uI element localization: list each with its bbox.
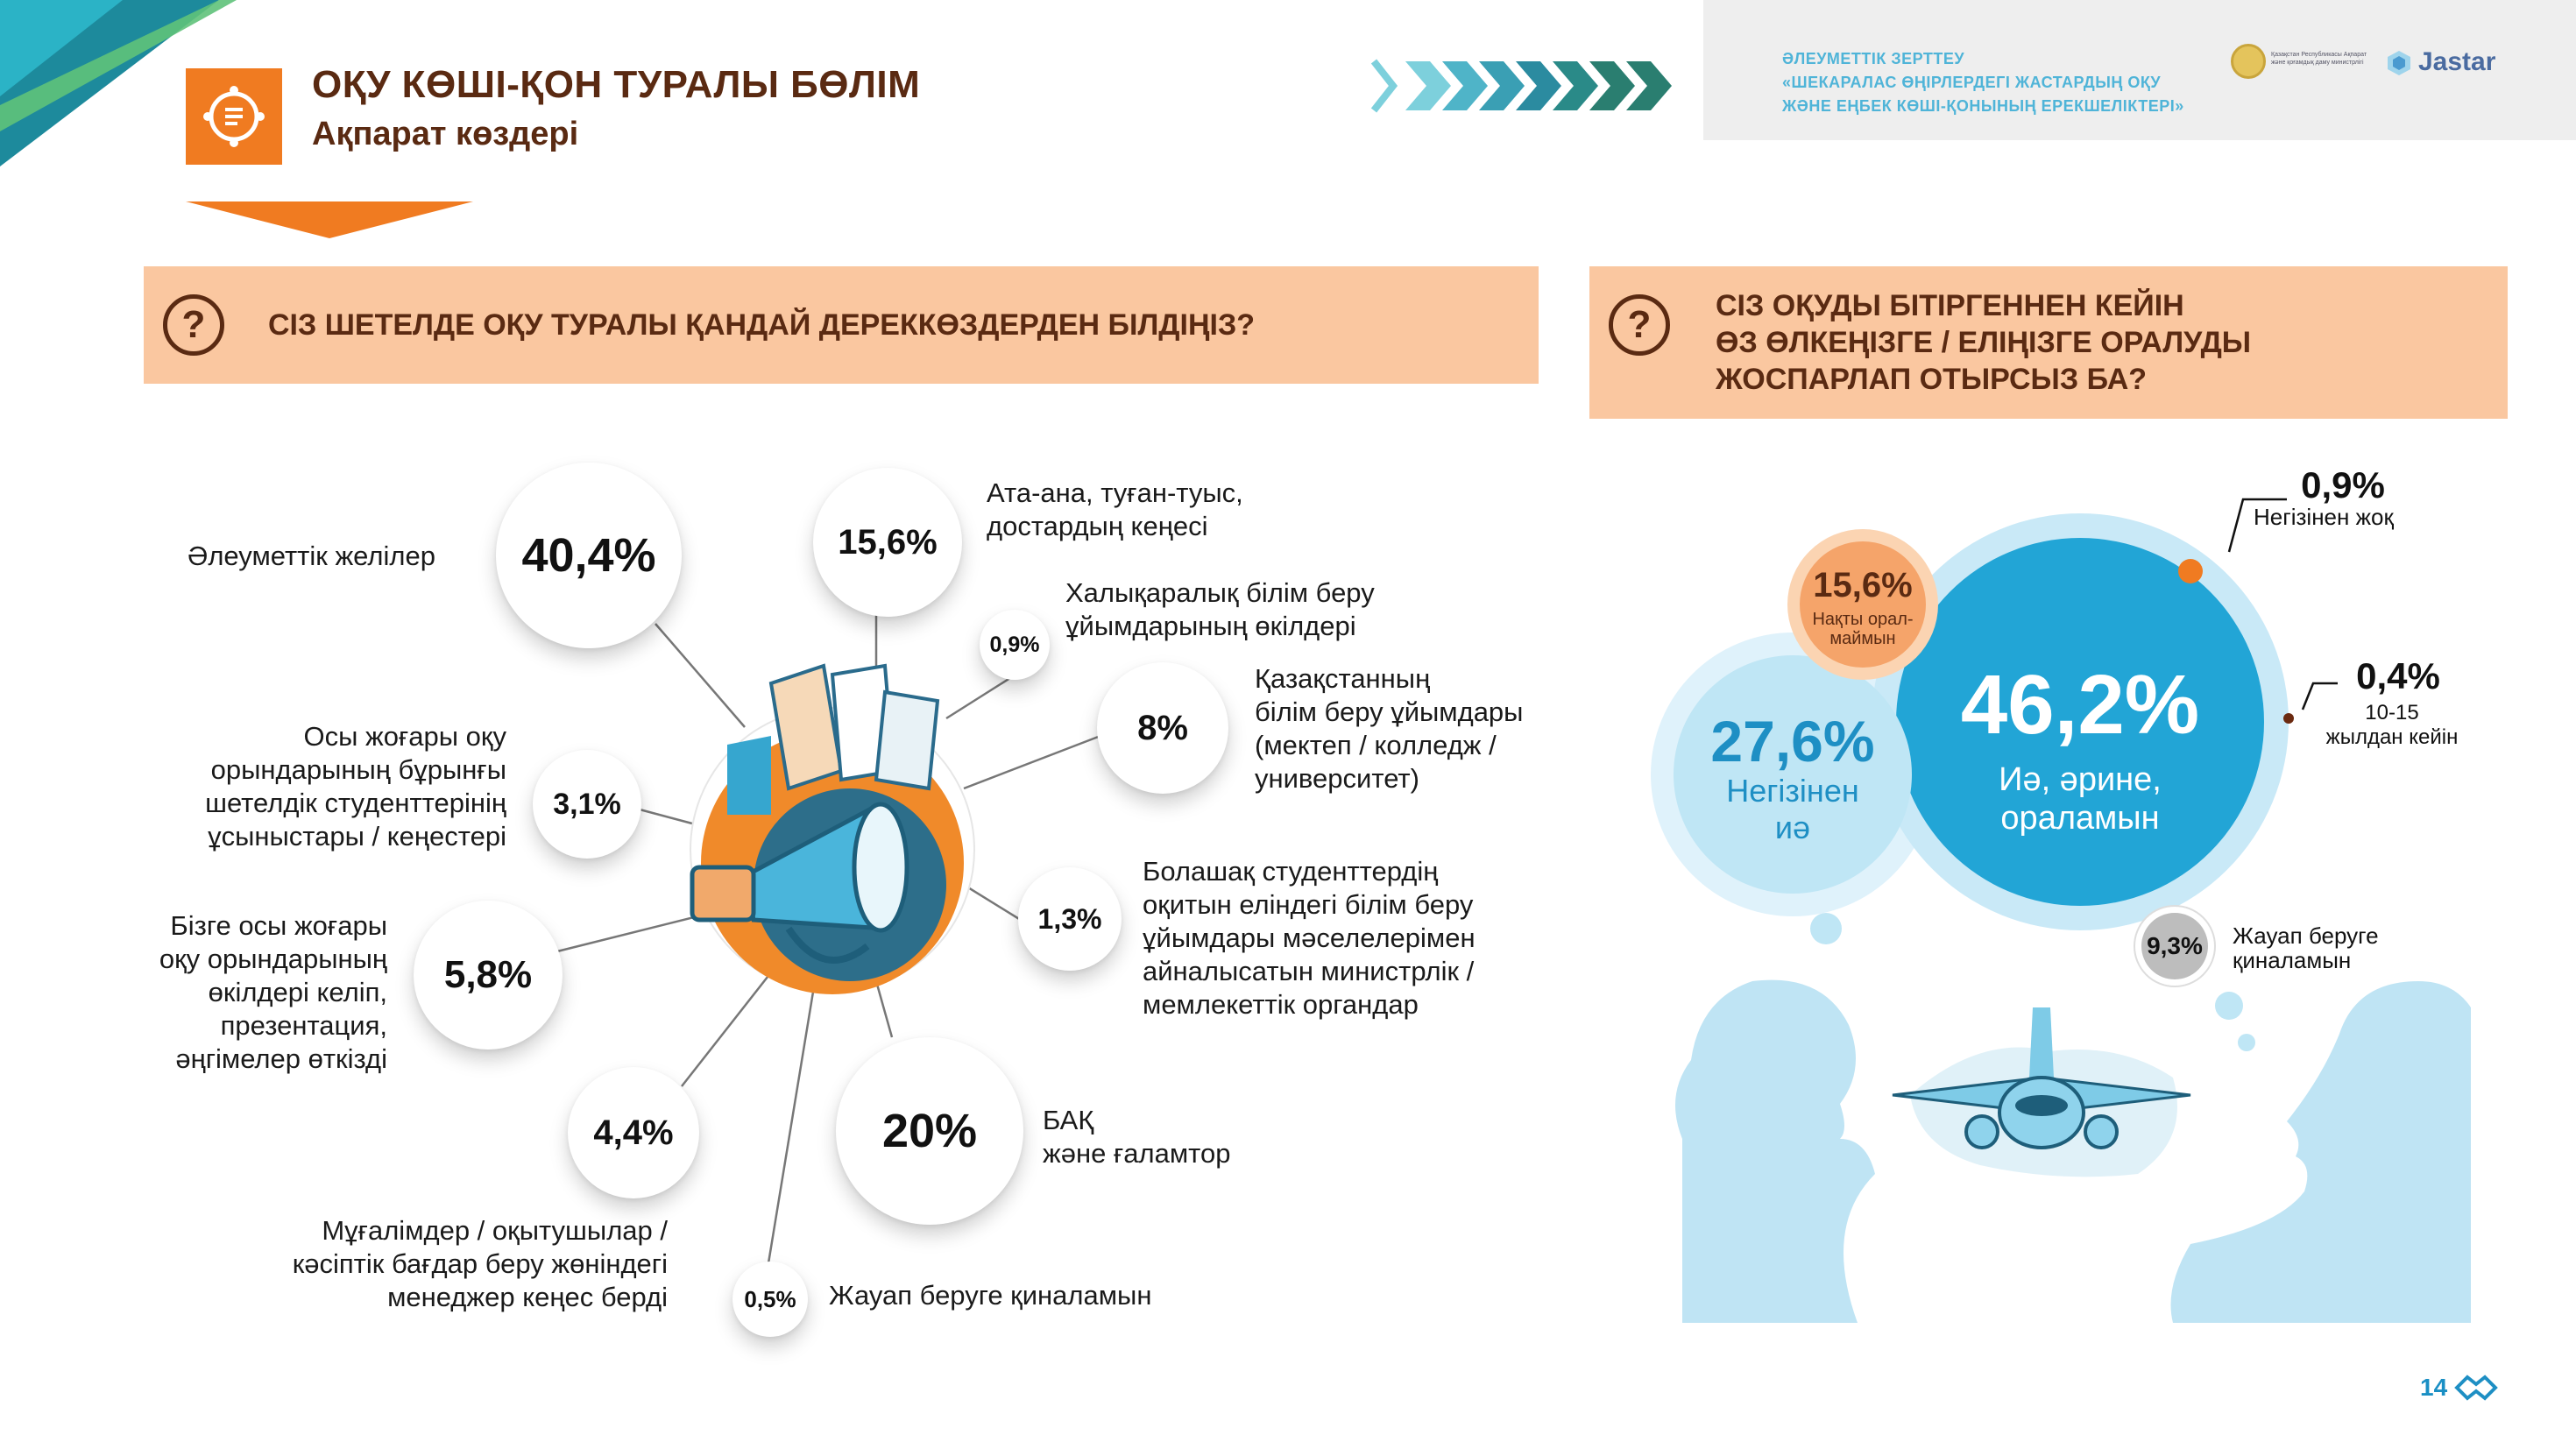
label-line: айналысатын министрлік / xyxy=(1143,956,1475,986)
page-subtitle: Ақпарат көздері xyxy=(312,116,579,152)
label-line: орындарының бұрынғы xyxy=(210,754,506,785)
pct-yes: 46,2% xyxy=(1960,658,2200,752)
page-number: 14 xyxy=(2420,1374,2448,1401)
label-line: Нақты орал- xyxy=(1812,610,1914,629)
pct-later: 0,4% xyxy=(2356,655,2440,696)
pct-mostly-yes: 27,6% xyxy=(1710,709,1875,774)
pct-mostly-no: 0,9% xyxy=(2301,464,2385,505)
thought-dot xyxy=(2215,992,2243,1020)
label-line: ұйымдары мәселелерімен xyxy=(1143,922,1476,953)
label-line: университет) xyxy=(1255,763,1419,794)
label-line: иә xyxy=(1774,809,1811,845)
ornament-icon xyxy=(2453,1372,2499,1403)
question-line: ӨЗ ӨЛКЕҢІЗГЕ / ЕЛІҢІЗГЕ ОРАЛУДЫ xyxy=(1716,326,2252,359)
label-line: Иә, әрине, xyxy=(1999,761,2162,798)
label-no-answer: Жауап беруге қиналамын xyxy=(829,1280,1152,1311)
jastar-logo-text: Jastar xyxy=(2418,47,2496,76)
question-icon: ? xyxy=(1609,294,1670,356)
label-line: 10-15 xyxy=(2365,701,2419,724)
label-line: БАҚ xyxy=(1043,1105,1094,1135)
study-line: «ШЕКАРАЛАС ӨҢІРЛЕРДЕГІ ЖАСТАРДЫҢ ОҚУ xyxy=(1782,74,2162,91)
label-line: оқу орындарының xyxy=(159,944,387,974)
label-mostly-yes xyxy=(1688,773,1898,846)
question-line: ЖОСПАРЛАП ОТЫРСЫЗ БА? xyxy=(1716,363,2148,396)
pct-hard: 9,3% xyxy=(2147,932,2203,959)
label-line: және ғаламтор xyxy=(1043,1138,1231,1169)
label-line: мемлекеттік органдар xyxy=(1143,989,1419,1020)
label-not-sure xyxy=(1793,610,1933,648)
label-line: презентация, xyxy=(220,1010,387,1041)
label-hard xyxy=(2233,923,2379,972)
study-line: ЖӘНЕ ЕҢБЕК КӨШІ-ҚОНЫНЫҢ ЕРЕКШЕЛІКТЕРІ» xyxy=(1782,97,2184,115)
label-mostly-no: Негізінен жоқ xyxy=(2254,504,2394,530)
bubble-media: 20% xyxy=(836,1037,1023,1225)
question-left-text: СІЗ ШЕТЕЛДЕ ОҚУ ТУРАЛЫ ҚАНДАЙ ДЕРЕККӨЗДЕРДЕН БІЛДІҢІЗ? xyxy=(268,308,1256,342)
label-line: оқитын еліндегі білім беру xyxy=(1143,889,1474,920)
label-line: Мұғалімдер / оқытушылар / xyxy=(322,1215,668,1246)
label-line: менеджер кеңес берді xyxy=(387,1282,668,1312)
label-line: ұйымдарының өкілдері xyxy=(1065,611,1356,641)
airplane-icon xyxy=(1893,1007,2190,1177)
label-yes xyxy=(1914,760,2247,838)
label-line: кәсіптік бағдар беру жөніндегі xyxy=(292,1248,668,1279)
label-line: Жауап беруге xyxy=(2233,922,2379,949)
label-line: ұсыныстары / кеңестері xyxy=(208,821,506,852)
label-line: Бізге осы жоғары xyxy=(170,910,387,941)
bubble-kz: 8% xyxy=(1097,662,1228,794)
label-line: (мектеп / колледж / xyxy=(1255,730,1497,760)
bubble-no-answer: 0,5% xyxy=(732,1262,808,1337)
pct-not-sure: 15,6% xyxy=(1813,566,1913,604)
emblem-caption: Қазақстан Республикасы Ақпарат және қоғамдық даму министрлігі xyxy=(2271,52,2367,66)
label-line: Негізінен xyxy=(1726,773,1859,809)
label-line: шетелдік студенттерінің xyxy=(205,788,506,818)
label-line: өкілдері келіп, xyxy=(208,977,387,1007)
label-line: әңгімелер өткізді xyxy=(175,1043,387,1074)
label-line: жылдан кейін xyxy=(2325,725,2459,749)
bubble-social: 40,4% xyxy=(496,463,682,648)
dot-later xyxy=(2283,713,2294,724)
page-title: ОҚУ КӨШІ-ҚОН ТУРАЛЫ БӨЛІМ xyxy=(312,63,921,106)
label-line: маймын xyxy=(1829,629,1896,648)
bubble-parents: 15,6% xyxy=(813,468,962,617)
study-line: ӘЛЕУМЕТТІК ЗЕРТТЕУ xyxy=(1782,50,1965,67)
label-line: қиналамын xyxy=(2233,947,2352,973)
label-line: Болашақ студенттердің xyxy=(1143,856,1439,887)
bubble-ministry: 1,3% xyxy=(1018,867,1122,971)
thought-dot xyxy=(2238,1034,2255,1051)
label-line: достардың кеңесі xyxy=(987,511,1208,541)
label-line: ораламын xyxy=(2000,800,2160,837)
bubble-alumni: 3,1% xyxy=(533,750,641,859)
bubble-teachers: 4,4% xyxy=(568,1067,699,1198)
label-line: Осы жоғары оқу xyxy=(303,721,506,752)
label-social: Әлеуметтік желілер xyxy=(188,541,435,571)
thought-dot xyxy=(1810,913,1842,944)
bubble-presentations: 5,8% xyxy=(414,901,563,1050)
dot-mostly-no xyxy=(2178,559,2203,583)
question-icon: ? xyxy=(163,294,224,356)
label-line: білім беру ұйымдары xyxy=(1255,696,1524,727)
label-line: Ата-ана, туған-туыс, xyxy=(987,477,1243,508)
question-line: СІЗ ОҚУДЫ БІТІРГЕННЕН КЕЙІН xyxy=(1716,289,2184,322)
bubble-intl: 0,9% xyxy=(980,610,1050,680)
label-later xyxy=(2304,701,2480,750)
label-line: Қазақстанның xyxy=(1255,663,1431,694)
label-line: Халықаралық білім беру xyxy=(1065,577,1375,608)
